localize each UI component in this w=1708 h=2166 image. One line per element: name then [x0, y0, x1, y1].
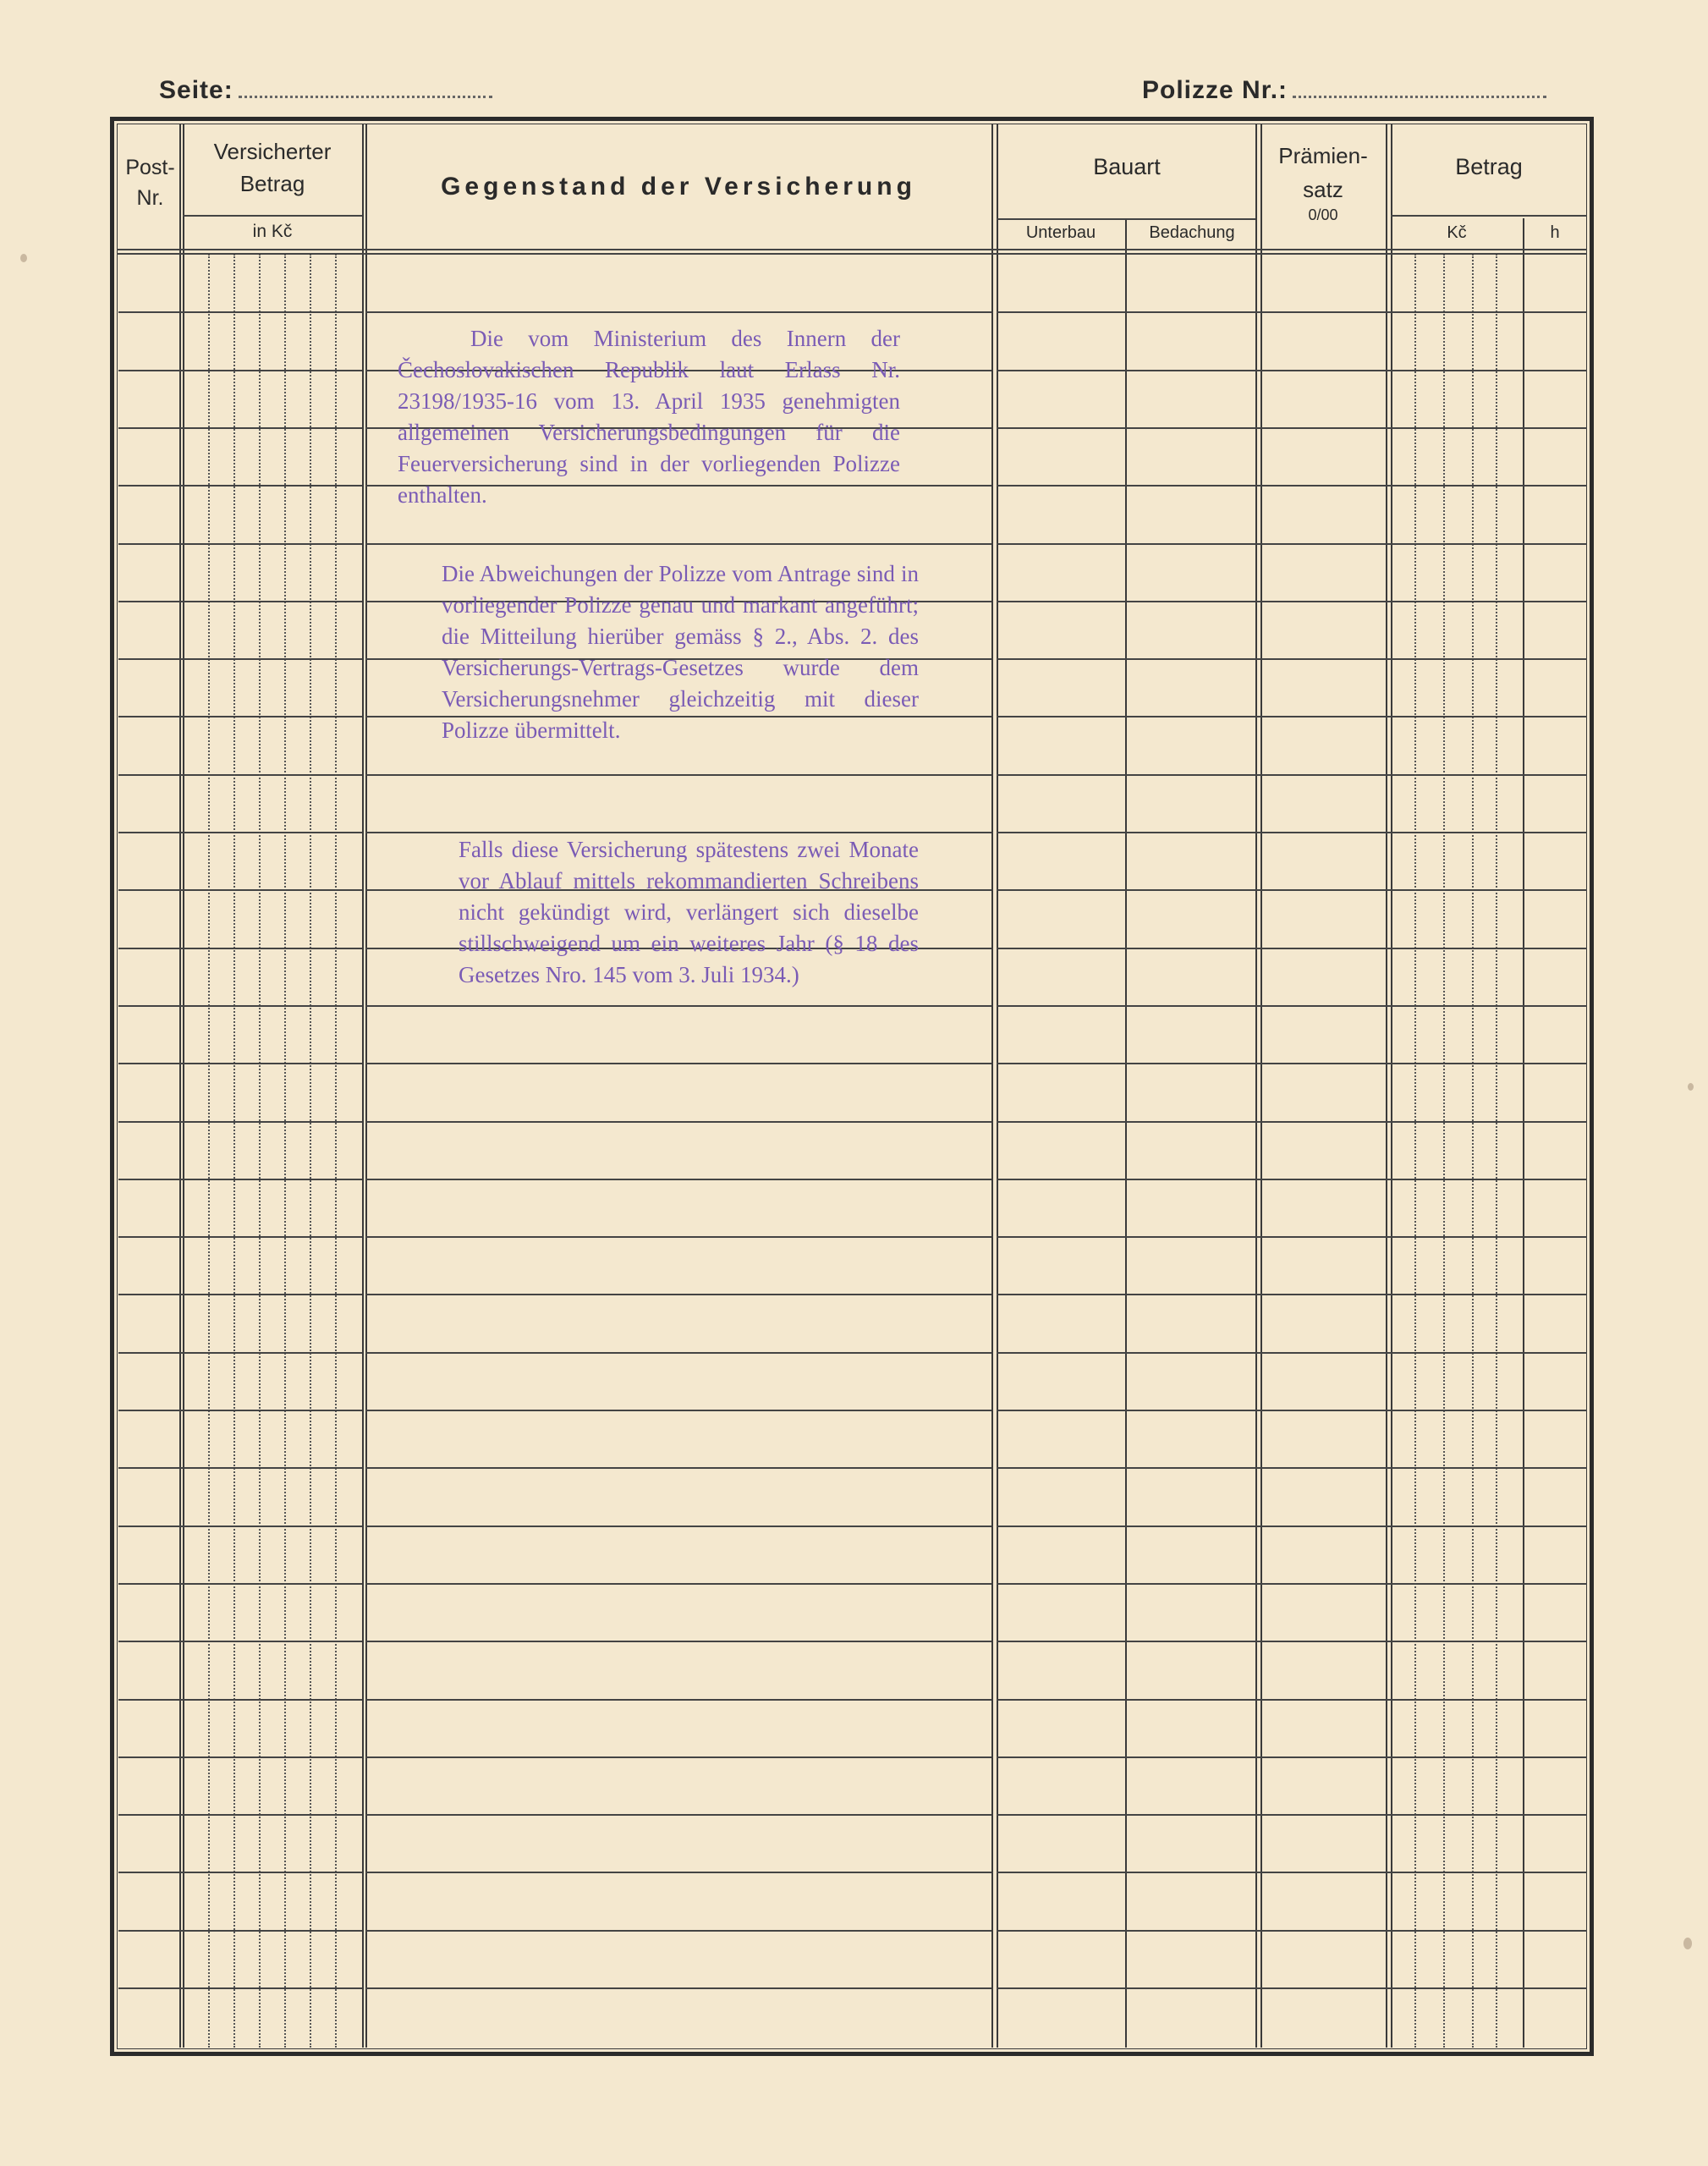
row-line-right [997, 1005, 1587, 1007]
header-subline [1391, 215, 1587, 217]
col-header-post-nr: Post- Nr. [125, 156, 175, 210]
digit-guide-dotted [1443, 254, 1445, 2048]
row-line-left [118, 1814, 362, 1816]
column-separator [183, 124, 184, 2048]
row-line-right [997, 716, 1587, 717]
row-line-right [997, 1179, 1587, 1180]
subcolumn-separator [1523, 218, 1524, 2048]
page-number-field[interactable] [159, 76, 492, 105]
column-separator [1255, 124, 1257, 2048]
col-header-premium-unit: 0/00 [1308, 206, 1338, 223]
policy-number-field[interactable] [1142, 76, 1546, 105]
row-line-right [997, 601, 1587, 602]
row-line-left [118, 1352, 362, 1354]
col-header-construction: Bauart [1093, 154, 1161, 179]
row-line-right [997, 485, 1587, 487]
row-line-subject [365, 1699, 991, 1701]
row-line-left [118, 658, 362, 660]
row-line-right [997, 1467, 1587, 1469]
row-line-subject [365, 1410, 991, 1411]
row-line-left [118, 948, 362, 949]
col-header-amount-kc: Kč [1447, 223, 1467, 242]
policy-label: Polizze Nr.: [1142, 76, 1288, 104]
row-line-left [118, 311, 362, 313]
row-line-right [997, 1352, 1587, 1354]
digit-guide-dotted [259, 254, 261, 2048]
col-header-amount-h: h [1550, 223, 1560, 242]
row-line-left [118, 1583, 362, 1585]
policy-number-dotted-line [1293, 92, 1546, 98]
digit-guide-dotted [233, 254, 235, 2048]
column-separator [991, 124, 993, 2048]
row-line-left [118, 1699, 362, 1701]
stamp-approval-notice [398, 323, 900, 511]
row-line-right [997, 1121, 1587, 1123]
column-separator [1391, 124, 1392, 2048]
col-header-premium-rate: Prämien- satz [1278, 143, 1368, 202]
row-line-subject [365, 1467, 991, 1469]
stamp-renewal-text: Falls diese Versicherung spätestens zwei Monate vor Ablauf mittels rekommandierten Schreibens nicht gekündigt wird, verlängert sich dieselbe stillschweigend um ein weiteres Jahr (§ 18 des Gesetzes Nro. 145 vom 3. Juli 1934.) [459, 837, 919, 987]
row-line-right [997, 543, 1587, 545]
row-line-left [118, 1641, 362, 1642]
row-line-right [997, 1987, 1587, 1989]
row-line-subject [365, 543, 991, 545]
stamp-approval-text: Die vom Ministerium des Innern der Čechoslovakischen Republik laut Erlass Nr. 23198/1935-16 vom 13. April 1935 genehmigten allgemeinen Versicherungsbedingungen für die Feuerversicherung sind in der vorliegenden Polizze enthalten. [398, 326, 900, 508]
digit-guide-dotted [284, 254, 286, 2048]
row-line-subject [365, 1352, 991, 1354]
row-line-left [118, 370, 362, 371]
stamp-deviations-text: Die Abweichungen der Polizze vom Antrage sind in vorliegender Polizze genau und markant angeführt; die Mitteilung hierüber gemäss § 2., Abs. 2. des Versicherungs-Vertrags-Gesetzes wurde dem Versicherungsnehmer gleichzeitig mit dieser Polizze übermittelt. [442, 561, 919, 743]
header-subline [183, 215, 362, 217]
row-line-left [118, 1005, 362, 1007]
row-line-subject [365, 1236, 991, 1238]
digit-guide-dotted [208, 254, 210, 2048]
row-line-right [997, 774, 1587, 776]
row-line-right [997, 1699, 1587, 1701]
row-line-subject [365, 1179, 991, 1180]
row-line-right [997, 1526, 1587, 1527]
column-separator [1386, 124, 1387, 2048]
row-line-left [118, 485, 362, 487]
row-line-subject [365, 311, 991, 313]
row-line-left [118, 1756, 362, 1758]
col-header-construction-substructure: Unterbau [1025, 223, 1096, 242]
row-line-right [997, 1872, 1587, 1873]
row-line-left [118, 889, 362, 891]
row-line-left [118, 1526, 362, 1527]
column-separator [362, 124, 364, 2048]
row-line-subject [365, 1641, 991, 1642]
row-line-subject [365, 1121, 991, 1123]
row-line-right [997, 889, 1587, 891]
row-line-right [997, 1063, 1587, 1064]
row-line-right [997, 832, 1587, 833]
row-line-right [997, 427, 1587, 429]
row-line-subject [365, 774, 991, 776]
row-line-subject [365, 1814, 991, 1816]
row-line-subject [365, 1005, 991, 1007]
row-line-left [118, 832, 362, 833]
col-header-construction-roofing: Bedachung [1149, 223, 1235, 242]
stamp-renewal-notice [459, 834, 919, 991]
row-line-right [997, 1410, 1587, 1411]
row-line-left [118, 774, 362, 776]
row-line-right [997, 948, 1587, 949]
page-number-dotted-line [239, 92, 492, 98]
digit-guide-dotted [335, 254, 337, 2048]
digit-guide-dotted [1496, 254, 1497, 2048]
row-line-left [118, 1179, 362, 1180]
row-line-right [997, 311, 1587, 313]
digit-guide-dotted [1414, 254, 1416, 2048]
row-line-right [997, 1930, 1587, 1932]
paper-speck [1688, 1083, 1694, 1091]
digit-guide-dotted [1472, 254, 1474, 2048]
row-line-left [118, 1410, 362, 1411]
row-line-left [118, 1121, 362, 1123]
row-line-right [997, 1236, 1587, 1238]
row-line-subject [365, 832, 991, 833]
column-separator [1260, 124, 1262, 2048]
row-line-subject [365, 1583, 991, 1585]
row-line-right [997, 1756, 1587, 1758]
row-line-left [118, 543, 362, 545]
subcolumn-separator [1125, 218, 1127, 2048]
column-separator [179, 124, 181, 2048]
row-line-left [118, 1236, 362, 1238]
row-line-right [997, 1583, 1587, 1585]
row-line-left [118, 1467, 362, 1469]
row-line-subject [365, 1930, 991, 1932]
paper-speck [20, 254, 27, 262]
row-line-left [118, 601, 362, 602]
stamp-deviations-notice [442, 558, 919, 746]
page-label: Seite: [159, 76, 233, 104]
digit-guide-dotted [310, 254, 311, 2048]
row-line-right [997, 1814, 1587, 1816]
row-line-right [997, 1641, 1587, 1642]
row-line-subject [365, 1756, 991, 1758]
row-line-left [118, 1294, 362, 1295]
row-line-subject [365, 1872, 991, 1873]
column-separator [997, 124, 998, 2048]
header-bottom-line [117, 253, 1587, 255]
col-header-insured-currency: in Kč [252, 222, 293, 241]
row-line-subject [365, 1294, 991, 1295]
col-header-subject: Gegenstand der Versicherung [441, 173, 916, 201]
col-header-amount: Betrag [1455, 154, 1523, 179]
row-line-left [118, 1930, 362, 1932]
paper-speck [1683, 1938, 1692, 1949]
row-line-right [997, 658, 1587, 660]
row-line-subject [365, 1063, 991, 1064]
header-bottom-line [117, 249, 1587, 250]
row-line-left [118, 1872, 362, 1873]
row-line-right [997, 370, 1587, 371]
row-line-subject [365, 1526, 991, 1527]
row-line-right [997, 1294, 1587, 1295]
row-line-left [118, 1063, 362, 1064]
row-line-subject [365, 1987, 991, 1989]
col-header-insured-amount: Versicherter Betrag [213, 139, 332, 196]
row-line-left [118, 1987, 362, 1989]
row-line-left [118, 427, 362, 429]
header-subline [997, 218, 1255, 220]
column-separator [365, 124, 367, 2048]
row-line-left [118, 716, 362, 717]
